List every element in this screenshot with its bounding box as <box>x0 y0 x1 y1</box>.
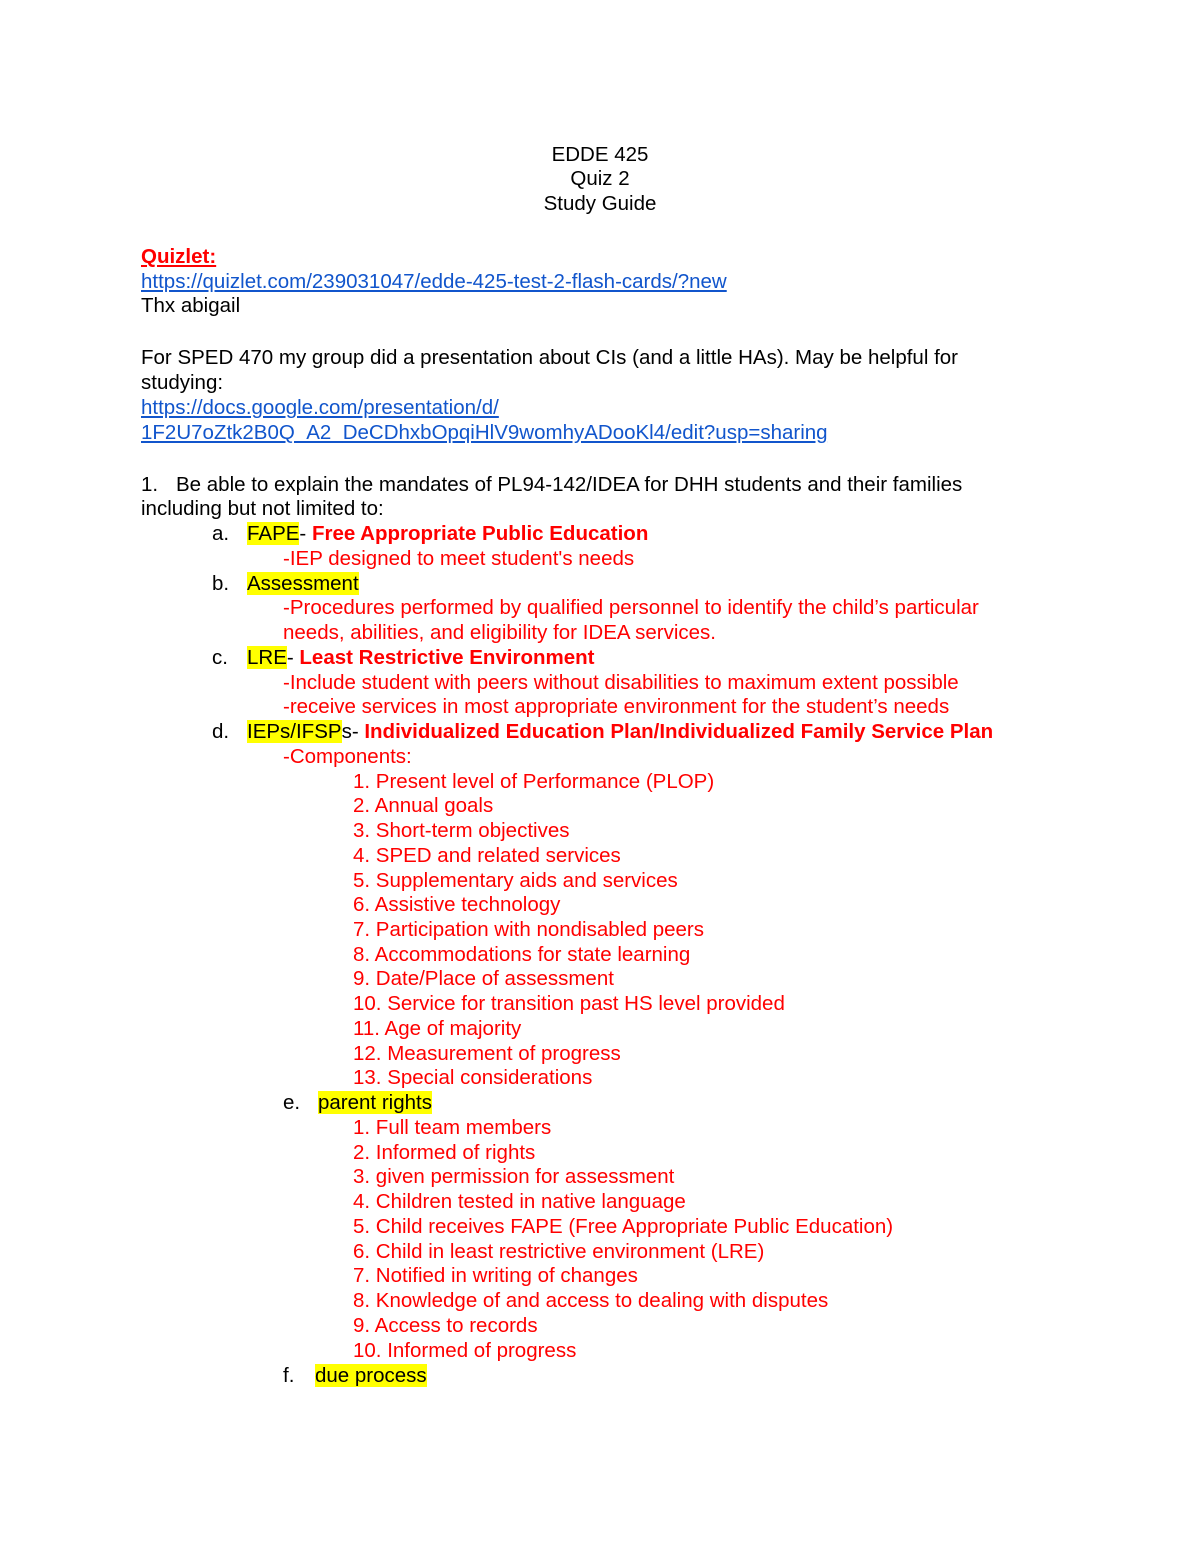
question-text-line1: Be able to explain the mandates of PL94-142/IDEA for DHH students and their families <box>176 473 963 496</box>
item-d-marker: d. <box>212 720 230 743</box>
item-a-term: FAPE <box>247 522 300 545</box>
component-item: 10. Service for transition past HS level provided <box>353 992 785 1015</box>
quizlet-link[interactable]: https://quizlet.com/239031047/edde-425-test-2-flash-cards/?new <box>141 270 727 293</box>
item-c-sep: - <box>286 646 294 669</box>
component-item: 3. Short-term objectives <box>353 819 570 842</box>
item-c-full: Least Restrictive Environment <box>293 646 595 669</box>
presentation-text-line2: studying: <box>141 371 224 394</box>
right-item: 5. Child receives FAPE (Free Appropriate Public Education) <box>353 1215 894 1238</box>
item-c-note-2: -receive services in most appropriate environment for the student’s needs <box>283 695 950 718</box>
right-item: 10. Informed of progress <box>353 1339 577 1362</box>
right-item: 2. Informed of rights <box>353 1141 536 1164</box>
component-item: 4. SPED and related services <box>353 844 621 867</box>
item-e-term: parent rights <box>318 1091 432 1114</box>
item-c-term: LRE <box>247 646 287 669</box>
item-b-heading <box>247 572 359 596</box>
course-title: EDDE 425 <box>551 143 649 166</box>
item-a-sep: - <box>299 522 307 545</box>
thanks-note: Thx abigail <box>141 294 241 317</box>
component-item: 6. Assistive technology <box>353 893 561 916</box>
item-e-heading <box>318 1091 432 1115</box>
item-f-term: due process <box>315 1364 427 1387</box>
right-item: 9. Access to records <box>353 1314 538 1337</box>
right-item: 1. Full team members <box>353 1116 552 1139</box>
right-item: 3. given permission for assessment <box>353 1165 675 1188</box>
presentation-link-line2[interactable]: 1F2U7oZtk2B0Q_A2_DeCDhxbOpqiHlV9womhyADooKl4/edit?usp=sharing <box>141 421 828 444</box>
item-d-term: IEPs/IFSP <box>247 720 342 743</box>
question-text-line2: including but not limited to: <box>141 497 384 520</box>
study-guide-title: Study Guide <box>543 192 657 215</box>
item-b-note-2: needs, abilities, and eligibility for IDEA services. <box>283 621 716 644</box>
item-a-note-1: -IEP designed to meet student's needs <box>283 547 635 570</box>
item-a-heading <box>247 522 648 546</box>
item-d-components-label: -Components: <box>283 745 412 768</box>
presentation-link-line1[interactable]: https://docs.google.com/presentation/d/ <box>141 396 499 419</box>
component-item: 2. Annual goals <box>353 794 494 817</box>
item-e-marker: e. <box>283 1091 301 1114</box>
item-f-heading <box>315 1364 427 1388</box>
question-number: 1. <box>141 473 159 496</box>
item-c-note-1: -Include student with peers without disabilities to maximum extent possible <box>283 671 959 694</box>
component-item: 8. Accommodations for state learning <box>353 943 691 966</box>
quizlet-label: Quizlet: <box>141 245 217 268</box>
component-item: 11. Age of majority <box>353 1017 522 1040</box>
component-item: 7. Participation with nondisabled peers <box>353 918 704 941</box>
item-c-heading <box>247 646 594 670</box>
presentation-text-line1: For SPED 470 my group did a presentation about CIs (and a little HAs). May be helpful for <box>141 346 958 369</box>
item-a-full: Free Appropriate Public Education <box>306 522 649 545</box>
item-d-sep: - <box>351 720 359 743</box>
right-item: 8. Knowledge of and access to dealing with disputes <box>353 1289 829 1312</box>
component-item: 5. Supplementary aids and services <box>353 869 678 892</box>
right-item: 7. Notified in writing of changes <box>353 1264 638 1287</box>
item-d-heading <box>247 720 993 744</box>
item-f-marker: f. <box>283 1364 295 1387</box>
right-item: 6. Child in least restrictive environment (LRE) <box>353 1240 765 1263</box>
item-d-suffix: s <box>341 720 352 743</box>
item-c-marker: c. <box>212 646 228 669</box>
item-b-note-1: -Procedures performed by qualified personnel to identify the child’s particular <box>283 596 979 619</box>
component-item: 12. Measurement of progress <box>353 1042 621 1065</box>
component-item: 1. Present level of Performance (PLOP) <box>353 770 715 793</box>
item-b-marker: b. <box>212 572 230 595</box>
component-item: 13. Special considerations <box>353 1066 593 1089</box>
right-item: 4. Children tested in native language <box>353 1190 686 1213</box>
component-item: 9. Date/Place of assessment <box>353 967 614 990</box>
item-b-term: Assessment <box>247 572 359 595</box>
item-d-full: Individualized Education Plan/Individualized Family Service Plan <box>358 720 994 743</box>
quiz-title: Quiz 2 <box>570 167 630 190</box>
item-a-marker: a. <box>212 522 230 545</box>
